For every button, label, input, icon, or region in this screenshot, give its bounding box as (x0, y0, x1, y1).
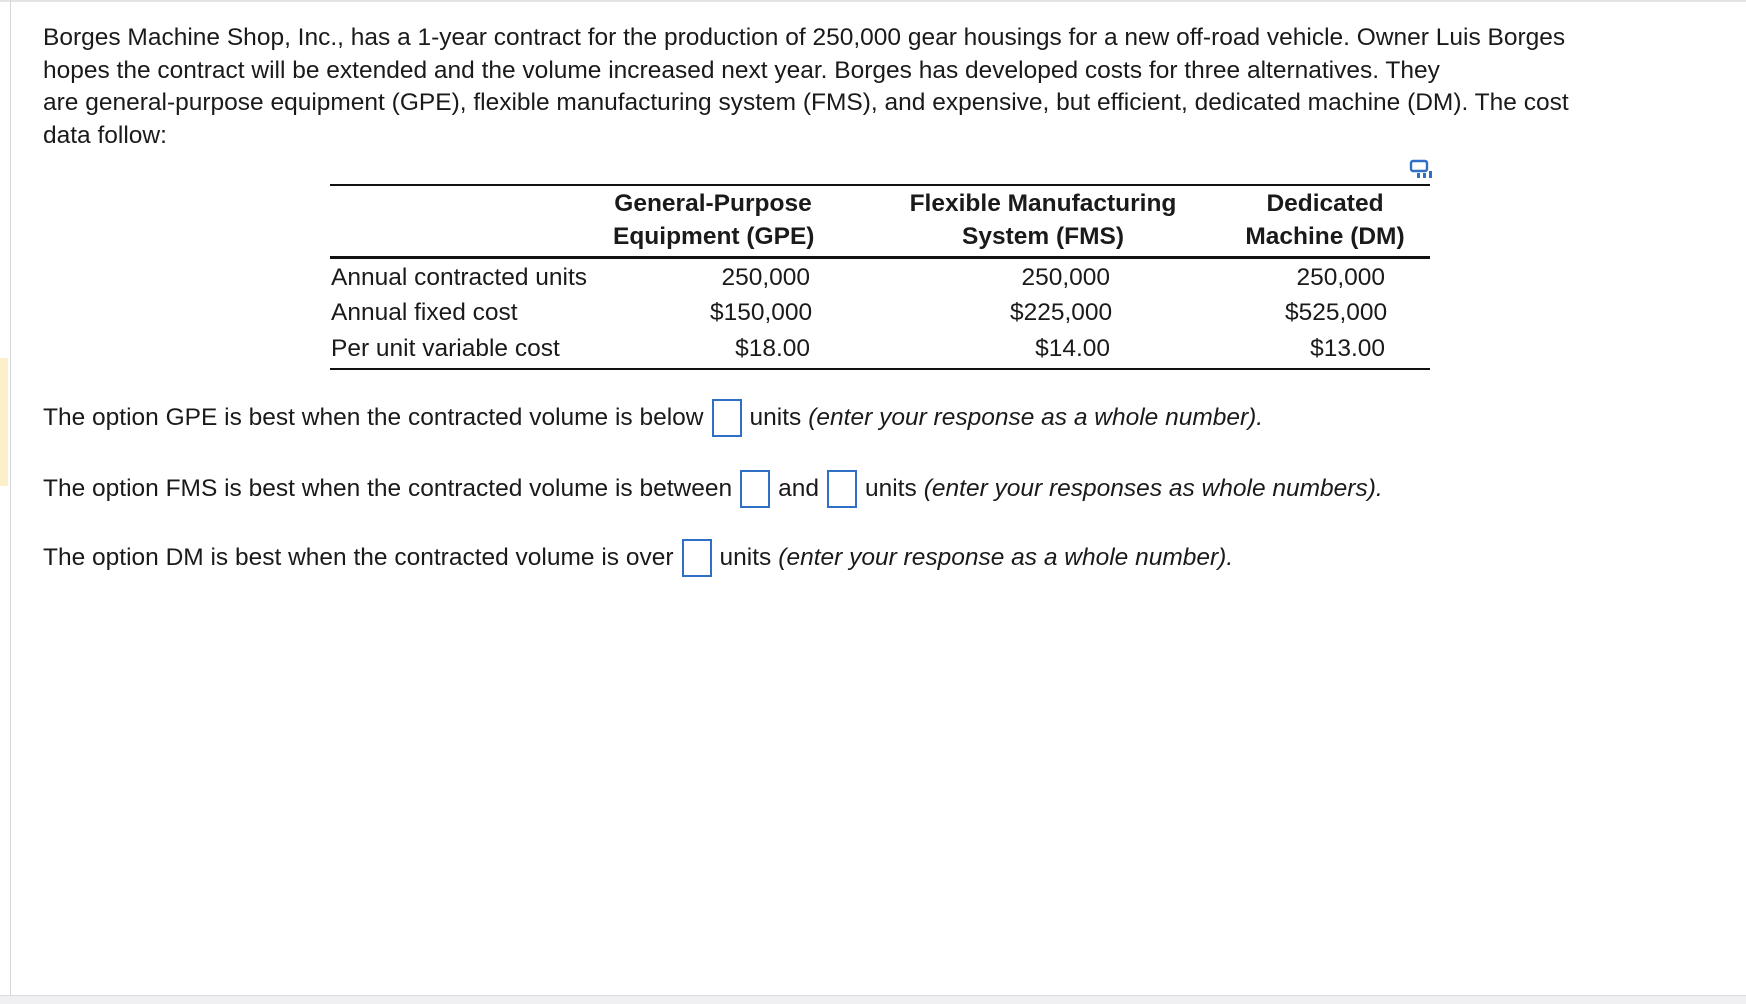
row-label: Per unit variable cost (331, 335, 560, 362)
table-row (330, 295, 1430, 331)
question-text: The option DM is best when the contracted volume is over (43, 544, 674, 571)
problem-line: hopes the contract will be extended and the volume increased next year. Borges has developed costs for three alternatives. They (43, 56, 1440, 84)
units-label: units (719, 544, 772, 571)
copy-table-icon-graphic (1408, 159, 1434, 181)
cell-fms: $225,000 (1010, 299, 1113, 326)
problem-line: Borges Machine Shop, Inc., has a 1-year contract for the production of 250,000 gear housings for a new off-road vehicle. Owner Luis Borges (43, 24, 1566, 51)
answer-input-fms-lower[interactable] (740, 470, 770, 508)
question-text: The option FMS is best when the contracted volume is between (43, 475, 733, 502)
question-gpe (43, 396, 1263, 440)
answer-hint: (enter your response as a whole number). (778, 544, 1234, 571)
cell-fms: $14.00 (1035, 335, 1110, 362)
cell-gpe: $150,000 (710, 299, 813, 326)
cell-fms: 250,000 (1021, 264, 1110, 291)
table-top-rule (330, 184, 1430, 186)
column-header-line: Machine (DM) (1245, 222, 1405, 250)
answer-hint: (enter your response as a whole number). (808, 404, 1264, 431)
answer-input-gpe-below[interactable] (712, 399, 742, 437)
column-header-gpe (613, 188, 813, 253)
cell-dm: $13.00 (1310, 335, 1385, 362)
copy-table-icon[interactable] (1408, 159, 1434, 181)
window-top-border (0, 0, 1746, 2)
column-header-fms (893, 188, 1193, 253)
table-header-rule (330, 256, 1430, 259)
table-bottom-rule (330, 368, 1430, 370)
cell-gpe: 250,000 (721, 264, 810, 291)
answer-hint: (enter your responses as whole numbers). (923, 475, 1383, 502)
units-label: units (864, 475, 917, 502)
cost-data-table (330, 184, 1430, 370)
cell-dm: $525,000 (1285, 299, 1388, 326)
problem-line: are general-purpose equipment (GPE), flexible manufacturing system (FMS), and expensive, but efficient, dedicated machine (DM). The cost (43, 89, 1569, 116)
question-text: The option GPE is best when the contracted volume is below (43, 404, 704, 431)
column-header-line: Equipment (GPE) (613, 222, 815, 250)
units-label: units (749, 404, 802, 431)
problem-line: data follow: (43, 121, 167, 149)
answer-input-fms-upper[interactable] (827, 470, 857, 508)
question-fms (43, 467, 1383, 511)
column-header-line: General-Purpose (614, 190, 812, 217)
table-row (330, 331, 1430, 367)
row-label: Annual contracted units (331, 264, 588, 291)
and-label: and (778, 475, 819, 502)
column-header-line: System (FMS) (961, 222, 1124, 250)
question-highlight-bar (0, 358, 8, 486)
column-header-dm (1225, 188, 1425, 253)
answer-input-dm-over[interactable] (682, 539, 712, 577)
table-row (330, 260, 1430, 296)
question-dm (43, 536, 1233, 580)
row-label: Annual fixed cost (331, 299, 518, 326)
column-header-line: Flexible Manufacturing (909, 190, 1177, 217)
cell-dm: 250,000 (1296, 264, 1385, 291)
content-left-border (10, 0, 11, 997)
cell-gpe: $18.00 (735, 335, 810, 362)
column-header-line: Dedicated (1266, 190, 1384, 217)
problem-statement (43, 22, 1723, 152)
